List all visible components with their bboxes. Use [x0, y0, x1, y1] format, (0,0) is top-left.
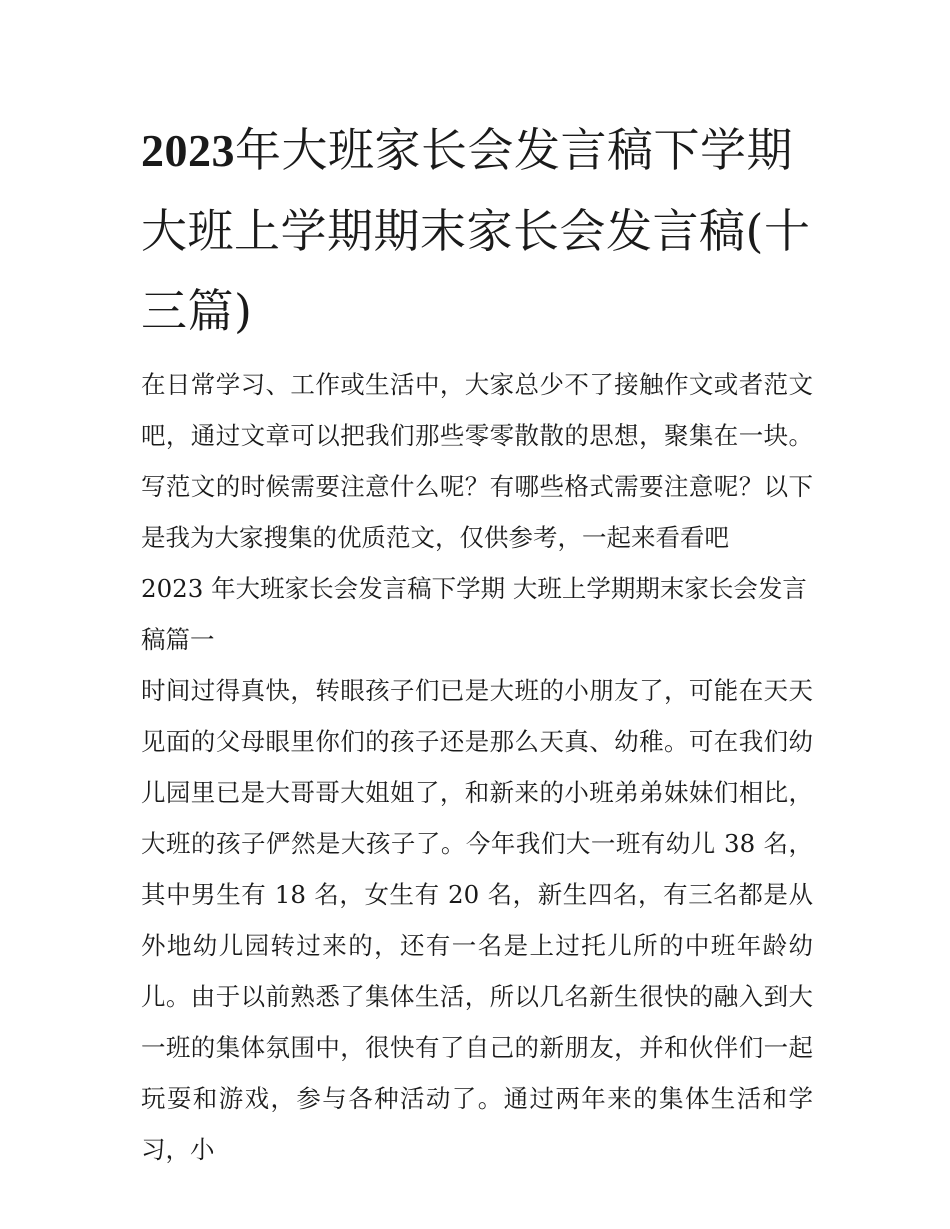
- body-paragraph: 时间过得真快，转眼孩子们已是大班的小朋友了，可能在天天见面的父母眼里你们的孩子还是那么天真、幼稚。可在我们幼儿园里已是大哥哥大姐姐了，和新来的小班弟弟妹妹们相比，大班的孩子俨然是大孩子了。今年我们大一班有幼儿 38 名，其中男生有 18 名，女生有 20 名，新生四名，有三名都是从外地幼儿园转过来的，还有一名是上过托儿所的中班年龄幼儿。由于以前熟悉了集体生活，所以几名新生很快的融入到大一班的集体氛围中，很快有了自己的新朋友，并和伙伴们一起玩耍和游戏，参与各种活动了。通过两年来的集体生活和学习，小: [141, 676, 813, 1164]
- document-title: [141, 110, 813, 351]
- section-heading: 2023 年大班家长会发言稿下学期 大班上学期期末家长会发言稿篇一: [141, 574, 807, 654]
- document-page: [141, 110, 813, 1175]
- intro-paragraph: 在日常学习、工作或生活中，大家总少不了接触作文或者范文吧，通过文章可以把我们那些零零散散的思想，聚集在一块。写范文的时候需要注意什么呢？有哪些格式需要注意呢？以下是我为大家搜集的优质范文，仅供参考，一起来看看吧: [141, 370, 813, 552]
- title-year: 2023: [141, 125, 235, 176]
- title-text: 年大班家长会发言稿下学期 大班上学期期末家长会发言稿(十三篇): [141, 123, 811, 338]
